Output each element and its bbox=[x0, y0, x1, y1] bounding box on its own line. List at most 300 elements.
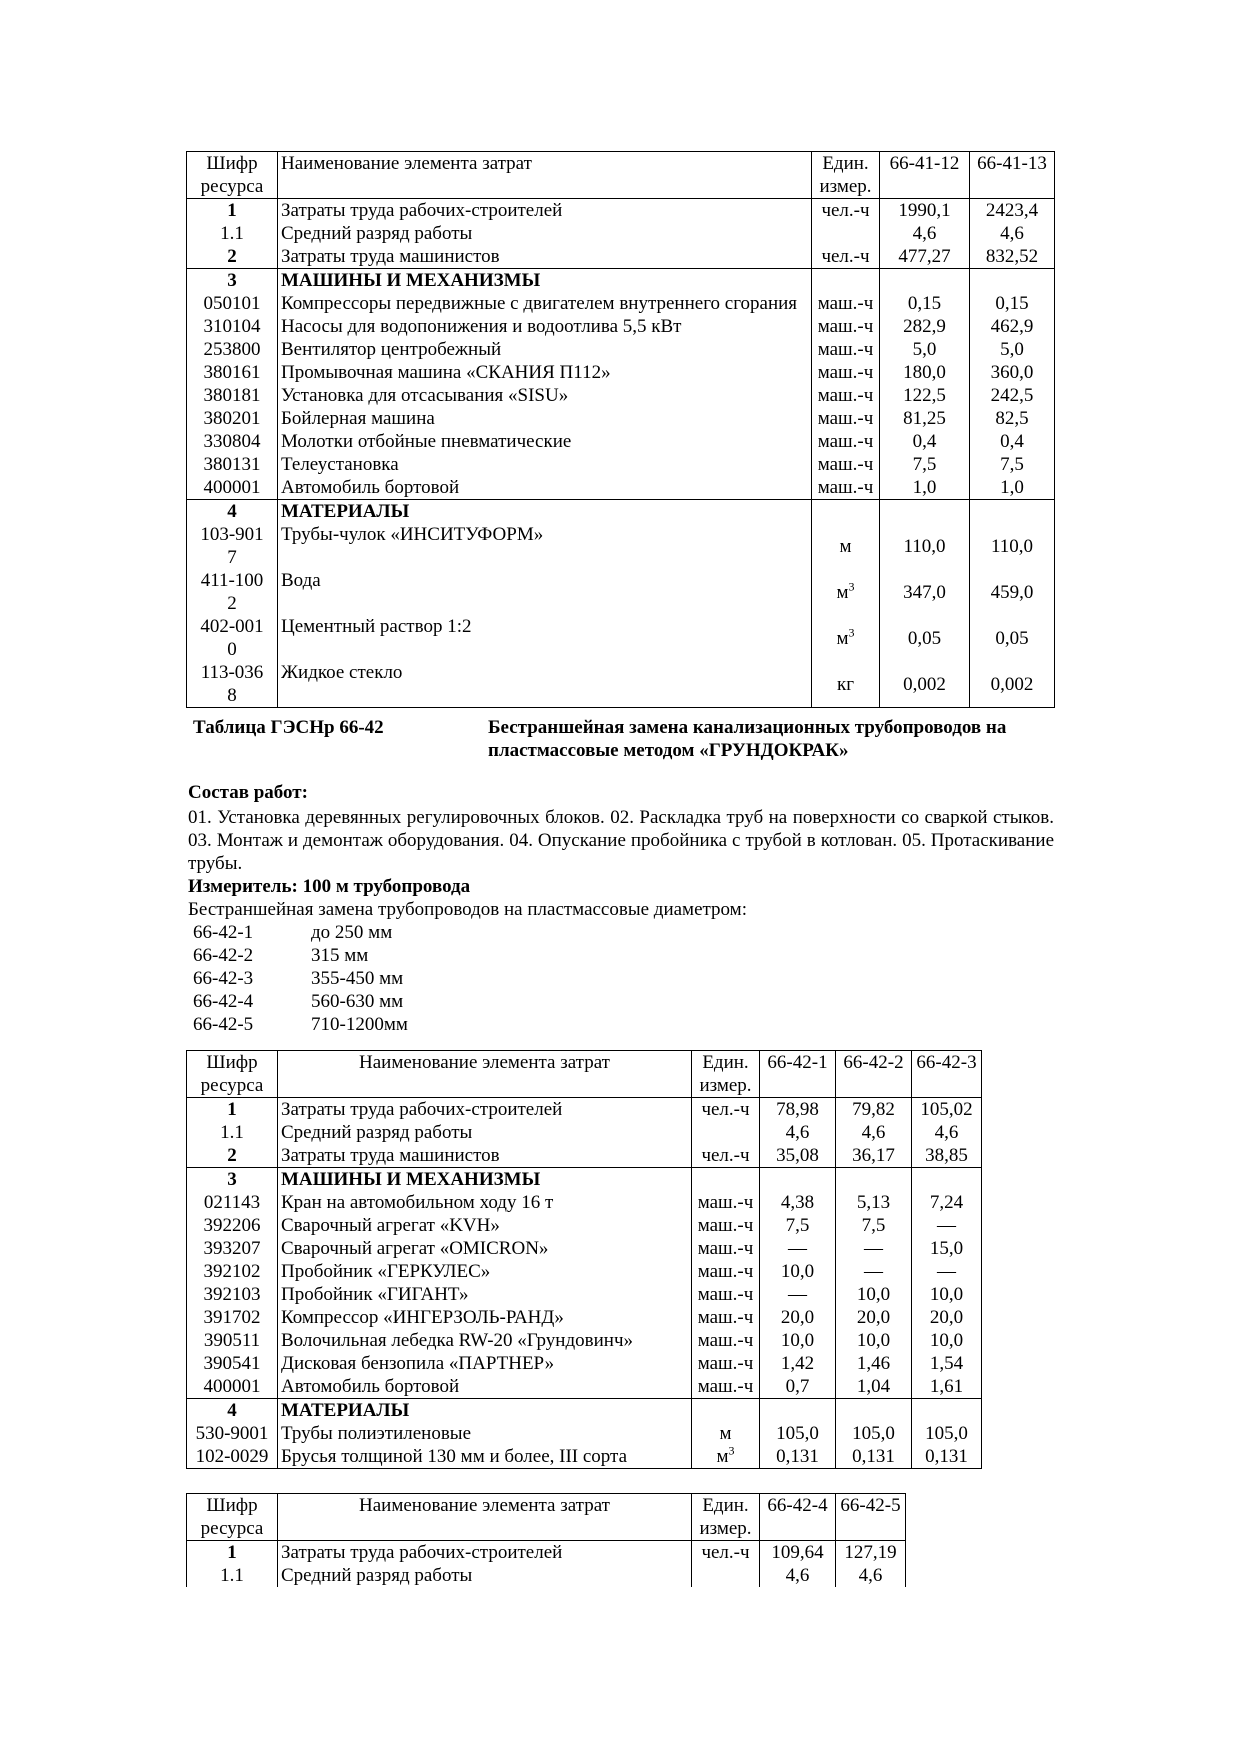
resource-unit bbox=[692, 1283, 760, 1306]
norm-value: 1,46 bbox=[836, 1352, 912, 1375]
norm-value: 0,15 bbox=[880, 292, 970, 315]
table-row bbox=[187, 453, 1055, 476]
resource-name: Затраты труда машинистов bbox=[278, 1144, 692, 1168]
resource-name: Бойлерная машина bbox=[278, 407, 812, 430]
resource-name: Жидкое стекло bbox=[278, 661, 812, 708]
norm-value: 0,131 bbox=[836, 1445, 912, 1469]
resource-unit bbox=[692, 1237, 760, 1260]
resource-unit bbox=[692, 1191, 760, 1214]
norm-value: 282,9 bbox=[880, 315, 970, 338]
unit-text: маш.-ч bbox=[817, 408, 874, 429]
resource-name: Автомобиль бортовой bbox=[278, 476, 812, 500]
table-row bbox=[187, 338, 1055, 361]
resource-code: 3 bbox=[187, 269, 278, 293]
resource-unit bbox=[692, 1121, 760, 1144]
norm-value: 78,98 bbox=[760, 1098, 836, 1122]
diameter-list bbox=[193, 921, 408, 1036]
table-label: Таблица ГЭСНр 66-42 bbox=[193, 717, 384, 738]
resource-unit bbox=[812, 199, 880, 223]
norm-value: 36,17 bbox=[836, 1144, 912, 1168]
norm-value: 38,85 bbox=[912, 1144, 982, 1168]
table-row bbox=[187, 1306, 982, 1329]
table-row bbox=[187, 199, 1055, 223]
resource-unit bbox=[692, 1375, 760, 1399]
norm-value: 7,5 bbox=[880, 453, 970, 476]
norm-value: 2423,4 bbox=[970, 199, 1055, 223]
norm-value: 15,0 bbox=[912, 1237, 982, 1260]
unit-text: чел.-ч bbox=[821, 200, 870, 221]
resource-name: Компрессор «ИНГЕРЗОЛЬ-РАНД» bbox=[278, 1306, 692, 1329]
norm-value: 5,0 bbox=[880, 338, 970, 361]
resource-unit bbox=[692, 1306, 760, 1329]
unit-text: маш.-ч bbox=[817, 385, 874, 406]
resource-unit bbox=[812, 384, 880, 407]
resource-unit bbox=[812, 661, 880, 708]
resource-code: 4 bbox=[187, 1399, 278, 1423]
resource-name: Сварочный агрегат «OMICRON» bbox=[278, 1237, 692, 1260]
resource-unit bbox=[812, 500, 880, 524]
resource-code: 4 bbox=[187, 500, 278, 524]
resource-unit bbox=[692, 1098, 760, 1122]
resource-name: Пробойник «ГИГАНТ» bbox=[278, 1283, 692, 1306]
norm-value: 5,0 bbox=[970, 338, 1055, 361]
resource-unit bbox=[812, 476, 880, 500]
norm-value: 1,04 bbox=[836, 1375, 912, 1399]
resource-code: 393207 bbox=[187, 1237, 278, 1260]
header-name: Наименование элемента затрат bbox=[278, 152, 812, 199]
norm-value: — bbox=[912, 1214, 982, 1237]
norm-value: 4,6 bbox=[836, 1564, 906, 1587]
resource-name: Средний разряд работы bbox=[278, 1564, 692, 1587]
norm-value: 110,0 bbox=[880, 523, 970, 569]
resource-code: 1.1 bbox=[187, 222, 278, 245]
header-row bbox=[187, 152, 1055, 199]
norm-value: 242,5 bbox=[970, 384, 1055, 407]
diameter-value: 560-630 мм bbox=[311, 991, 404, 1012]
resource-unit bbox=[692, 1422, 760, 1445]
norm-value: 82,5 bbox=[970, 407, 1055, 430]
resource-code: 402-0010 bbox=[187, 615, 278, 661]
norm-value: 105,0 bbox=[912, 1422, 982, 1445]
norm-value: 1,54 bbox=[912, 1352, 982, 1375]
unit-text: м bbox=[716, 1446, 729, 1467]
resource-name: Затраты труда машинистов bbox=[278, 245, 812, 269]
resource-name: Промывочная машина «СКАНИЯ П112» bbox=[278, 361, 812, 384]
resource-code: 392103 bbox=[187, 1283, 278, 1306]
resource-name: Телеустановка bbox=[278, 453, 812, 476]
resource-code: 1.1 bbox=[187, 1121, 278, 1144]
norm-value: 1,0 bbox=[880, 476, 970, 500]
unit-text: маш.-ч bbox=[697, 1376, 754, 1397]
resource-unit bbox=[812, 407, 880, 430]
table-row bbox=[187, 430, 1055, 453]
works-text: 01. Установка деревянных регулировочных блоков. 02. Раскладка труб на поверхности со сваркой стыков. 03. Монтаж и демонтаж оборудования. 04. Опускание пробойника с трубой в котлован. 05. Протаскивание трубы. bbox=[188, 807, 1054, 874]
resource-table-66-42-4-5 bbox=[186, 1493, 906, 1587]
unit-text: маш.-ч bbox=[817, 316, 874, 337]
resource-unit bbox=[812, 269, 880, 293]
norm-value: 20,0 bbox=[836, 1306, 912, 1329]
resource-name: Установка для отсасывания «SISU» bbox=[278, 384, 812, 407]
resource-code: 411-1002 bbox=[187, 569, 278, 615]
diameter-value: 315 мм bbox=[311, 945, 369, 966]
resource-name: Затраты труда рабочих-строителей bbox=[278, 199, 812, 223]
norm-value: 0,7 bbox=[760, 1375, 836, 1399]
norm-value: 4,6 bbox=[970, 222, 1055, 245]
unit-text: м bbox=[836, 627, 849, 649]
diameter-value: 710-1200мм bbox=[311, 1014, 408, 1035]
norm-value: — bbox=[912, 1260, 982, 1283]
norm-value: 1,42 bbox=[760, 1352, 836, 1375]
resource-code: 050101 bbox=[187, 292, 278, 315]
norm-value bbox=[970, 269, 1055, 293]
diameter-code: 66-42-3 bbox=[193, 968, 254, 989]
resource-name: Трубы-чулок «ИНСИТУФОРМ» bbox=[278, 523, 812, 569]
norm-value bbox=[760, 1399, 836, 1423]
norm-value bbox=[760, 1168, 836, 1192]
resource-code: 392102 bbox=[187, 1260, 278, 1283]
header-col-66-42-1: 66-42-1 bbox=[760, 1051, 836, 1098]
resource-code: 380131 bbox=[187, 453, 278, 476]
unit-text: маш.-ч bbox=[817, 477, 874, 498]
resource-name: МАТЕРИАЛЫ bbox=[278, 1399, 692, 1423]
norm-value: 122,5 bbox=[880, 384, 970, 407]
norm-value: 4,6 bbox=[912, 1121, 982, 1144]
norm-value: 0,4 bbox=[970, 430, 1055, 453]
header-row bbox=[187, 1051, 982, 1098]
table-title: Бестраншейная замена канализационных трубопроводов на пластмассовые методом «ГРУНДОКРАК» bbox=[488, 717, 1007, 761]
resource-code: 310104 bbox=[187, 315, 278, 338]
table-row bbox=[187, 1399, 982, 1423]
table-row bbox=[187, 1237, 982, 1260]
resource-name: Затраты труда рабочих-строителей bbox=[278, 1541, 692, 1565]
header-col-66-42-2: 66-42-2 bbox=[836, 1051, 912, 1098]
norm-value: 4,38 bbox=[760, 1191, 836, 1214]
norm-value: 7,5 bbox=[970, 453, 1055, 476]
table-row bbox=[187, 1445, 982, 1469]
unit-text: маш.-ч bbox=[817, 454, 874, 475]
resource-code: 2 bbox=[187, 1144, 278, 1168]
unit-text: маш.-ч bbox=[697, 1330, 754, 1351]
resource-code: 102-0029 bbox=[187, 1445, 278, 1469]
table-row bbox=[187, 569, 1055, 615]
norm-value: 462,9 bbox=[970, 315, 1055, 338]
resource-name: Брусья толщиной 130 мм и более, III сорта bbox=[278, 1445, 692, 1469]
diameter-item bbox=[193, 967, 408, 990]
norm-value bbox=[970, 500, 1055, 524]
header-col-66-41-13: 66-41-13 bbox=[970, 152, 1055, 199]
norm-value: 0,05 bbox=[880, 615, 970, 661]
resource-code: 1 bbox=[187, 1098, 278, 1122]
table-row bbox=[187, 222, 1055, 245]
norm-value bbox=[880, 500, 970, 524]
diameter-item bbox=[193, 944, 408, 967]
table-row bbox=[187, 315, 1055, 338]
unit-text: м bbox=[719, 1423, 732, 1444]
norm-value: 0,05 bbox=[970, 615, 1055, 661]
norm-value: 105,0 bbox=[836, 1422, 912, 1445]
unit-text: маш.-ч bbox=[817, 431, 874, 452]
norm-value: 459,0 bbox=[970, 569, 1055, 615]
table-row bbox=[187, 407, 1055, 430]
unit-text: маш.-ч bbox=[697, 1353, 754, 1374]
resource-code: 380201 bbox=[187, 407, 278, 430]
resource-unit bbox=[692, 1541, 760, 1565]
diameter-item bbox=[193, 921, 408, 944]
resource-unit bbox=[812, 292, 880, 315]
resource-unit bbox=[692, 1214, 760, 1237]
header-col-66-41-12: 66-41-12 bbox=[880, 152, 970, 199]
table-row bbox=[187, 476, 1055, 500]
unit-text: чел.-ч bbox=[701, 1099, 750, 1120]
header-col-66-42-5: 66-42-5 bbox=[836, 1494, 906, 1541]
resource-unit bbox=[812, 430, 880, 453]
norm-value: 0,131 bbox=[760, 1445, 836, 1469]
header-name: Наименование элемента затрат bbox=[278, 1494, 692, 1541]
unit-text: маш.-ч bbox=[697, 1261, 754, 1282]
header-code: Шифр ресурса bbox=[187, 1051, 278, 1098]
unit-text: чел.-ч bbox=[701, 1542, 750, 1563]
norm-value: — bbox=[836, 1237, 912, 1260]
norm-value: 10,0 bbox=[760, 1260, 836, 1283]
header-unit: Един. измер. bbox=[812, 152, 880, 199]
norm-value: 81,25 bbox=[880, 407, 970, 430]
norm-value bbox=[836, 1399, 912, 1423]
unit-text: чел.-ч bbox=[821, 246, 870, 267]
resource-code: 253800 bbox=[187, 338, 278, 361]
norm-value bbox=[836, 1168, 912, 1192]
resource-code: 400001 bbox=[187, 1375, 278, 1399]
resource-name: Молотки отбойные пневматические bbox=[278, 430, 812, 453]
norm-value: 7,24 bbox=[912, 1191, 982, 1214]
resource-name: Кран на автомобильном ходу 16 т bbox=[278, 1191, 692, 1214]
table-row bbox=[187, 1422, 982, 1445]
table-row bbox=[187, 1191, 982, 1214]
norm-value bbox=[880, 269, 970, 293]
norm-value: 347,0 bbox=[880, 569, 970, 615]
unit-text: маш.-ч bbox=[697, 1192, 754, 1213]
resource-unit bbox=[812, 338, 880, 361]
unit-superscript: 3 bbox=[728, 1445, 735, 1458]
resource-name: Вентилятор центробежный bbox=[278, 338, 812, 361]
header-unit: Един. измер. bbox=[692, 1494, 760, 1541]
table-row bbox=[187, 1168, 982, 1192]
norm-value: 0,15 bbox=[970, 292, 1055, 315]
resource-name: МАШИНЫ И МЕХАНИЗМЫ bbox=[278, 269, 812, 293]
resource-code: 380161 bbox=[187, 361, 278, 384]
norm-value: 127,19 bbox=[836, 1541, 906, 1565]
resource-unit bbox=[692, 1144, 760, 1168]
norm-value: 35,08 bbox=[760, 1144, 836, 1168]
unit-text: м bbox=[839, 535, 852, 557]
resource-code: 1 bbox=[187, 199, 278, 223]
norm-value: 105,02 bbox=[912, 1098, 982, 1122]
resource-unit bbox=[692, 1445, 760, 1469]
norm-value: 105,0 bbox=[760, 1422, 836, 1445]
resource-table-66-41 bbox=[186, 151, 1055, 708]
resource-name: МАШИНЫ И МЕХАНИЗМЫ bbox=[278, 1168, 692, 1192]
measure-unit: Измеритель: 100 м трубопровода bbox=[188, 876, 471, 897]
norm-value: — bbox=[760, 1283, 836, 1306]
table-row bbox=[187, 1260, 982, 1283]
resource-unit bbox=[692, 1352, 760, 1375]
unit-superscript: 3 bbox=[848, 625, 855, 640]
resource-name: Средний разряд работы bbox=[278, 222, 812, 245]
norm-value: — bbox=[836, 1260, 912, 1283]
header-code: Шифр ресурса bbox=[187, 1494, 278, 1541]
diameter-intro: Бестраншейная замена трубопроводов на пластмассовые диаметром: bbox=[188, 899, 747, 920]
norm-value: 5,13 bbox=[836, 1191, 912, 1214]
norm-value: 832,52 bbox=[970, 245, 1055, 269]
norm-value: 10,0 bbox=[912, 1329, 982, 1352]
diameter-item bbox=[193, 1013, 408, 1036]
diameter-item bbox=[193, 990, 408, 1013]
table-row bbox=[187, 245, 1055, 269]
resource-unit bbox=[812, 453, 880, 476]
norm-value: 109,64 bbox=[760, 1541, 836, 1565]
resource-code: 392206 bbox=[187, 1214, 278, 1237]
unit-text: кг bbox=[836, 673, 855, 695]
diameter-code: 66-42-5 bbox=[193, 1014, 254, 1035]
resource-name: МАТЕРИАЛЫ bbox=[278, 500, 812, 524]
diameter-code: 66-42-1 bbox=[193, 922, 254, 943]
resource-name: Цементный раствор 1:2 bbox=[278, 615, 812, 661]
table-row bbox=[187, 384, 1055, 407]
norm-value: 20,0 bbox=[912, 1306, 982, 1329]
table-row bbox=[187, 500, 1055, 524]
norm-value: 79,82 bbox=[836, 1098, 912, 1122]
resource-table-66-42-1-3 bbox=[186, 1050, 982, 1469]
header-code: Шифр ресурса bbox=[187, 152, 278, 199]
table-row bbox=[187, 1375, 982, 1399]
norm-value bbox=[912, 1399, 982, 1423]
unit-text: маш.-ч bbox=[697, 1215, 754, 1236]
resource-code: 330804 bbox=[187, 430, 278, 453]
resource-name: Трубы полиэтиленовые bbox=[278, 1422, 692, 1445]
works-heading: Состав работ: bbox=[188, 782, 308, 803]
norm-value: 110,0 bbox=[970, 523, 1055, 569]
resource-code: 380181 bbox=[187, 384, 278, 407]
table-row bbox=[187, 1098, 982, 1122]
resource-unit bbox=[812, 523, 880, 569]
unit-text: маш.-ч bbox=[817, 362, 874, 383]
resource-code: 021143 bbox=[187, 1191, 278, 1214]
norm-value: 10,0 bbox=[836, 1283, 912, 1306]
resource-unit bbox=[812, 361, 880, 384]
diameter-code: 66-42-2 bbox=[193, 945, 254, 966]
resource-code: 2 bbox=[187, 245, 278, 269]
diameter-value: 355-450 мм bbox=[311, 968, 404, 989]
resource-name: Компрессоры передвижные с двигателем внутреннего сгорания bbox=[278, 292, 812, 315]
table-row bbox=[187, 1541, 906, 1565]
table-row bbox=[187, 1121, 982, 1144]
norm-value: 7,5 bbox=[760, 1214, 836, 1237]
header-col-66-42-4: 66-42-4 bbox=[760, 1494, 836, 1541]
resource-name: Волочильная лебедка RW-20 «Грундовинч» bbox=[278, 1329, 692, 1352]
unit-text: маш.-ч bbox=[817, 339, 874, 360]
norm-value: 10,0 bbox=[836, 1329, 912, 1352]
norm-value: 360,0 bbox=[970, 361, 1055, 384]
unit-text: маш.-ч bbox=[697, 1238, 754, 1259]
norm-value: 4,6 bbox=[836, 1121, 912, 1144]
unit-text: м bbox=[836, 581, 849, 603]
resource-unit bbox=[692, 1399, 760, 1423]
resource-name: Средний разряд работы bbox=[278, 1121, 692, 1144]
resource-unit bbox=[812, 569, 880, 615]
table-row bbox=[187, 1352, 982, 1375]
diameter-value: до 250 мм bbox=[311, 922, 393, 943]
table-row bbox=[187, 292, 1055, 315]
resource-unit bbox=[692, 1260, 760, 1283]
unit-superscript: 3 bbox=[848, 579, 855, 594]
diameter-code: 66-42-4 bbox=[193, 991, 254, 1012]
norm-value: 0,131 bbox=[912, 1445, 982, 1469]
resource-name: Дисковая бензопила «ПАРТНЕР» bbox=[278, 1352, 692, 1375]
header-name: Наименование элемента затрат bbox=[278, 1051, 692, 1098]
norm-value: 4,6 bbox=[880, 222, 970, 245]
norm-value: 20,0 bbox=[760, 1306, 836, 1329]
resource-name: Пробойник «ГЕРКУЛЕС» bbox=[278, 1260, 692, 1283]
resource-code: 530-9001 bbox=[187, 1422, 278, 1445]
resource-code: 390541 bbox=[187, 1352, 278, 1375]
resource-code: 1.1 bbox=[187, 1564, 278, 1587]
norm-value bbox=[912, 1168, 982, 1192]
resource-unit bbox=[812, 615, 880, 661]
table-row bbox=[187, 523, 1055, 569]
resource-name: Сварочный агрегат «KVH» bbox=[278, 1214, 692, 1237]
table-row bbox=[187, 269, 1055, 293]
norm-value: 4,6 bbox=[760, 1121, 836, 1144]
resource-name: Вода bbox=[278, 569, 812, 615]
norm-value: 1,61 bbox=[912, 1375, 982, 1399]
norm-value: 180,0 bbox=[880, 361, 970, 384]
resource-code: 103-9017 bbox=[187, 523, 278, 569]
resource-code: 3 bbox=[187, 1168, 278, 1192]
table-row bbox=[187, 615, 1055, 661]
norm-value: 4,6 bbox=[760, 1564, 836, 1587]
resource-name: Затраты труда рабочих-строителей bbox=[278, 1098, 692, 1122]
resource-code: 1 bbox=[187, 1541, 278, 1565]
resource-unit bbox=[692, 1168, 760, 1192]
table-row bbox=[187, 661, 1055, 708]
norm-value: 1990,1 bbox=[880, 199, 970, 223]
norm-value: 7,5 bbox=[836, 1214, 912, 1237]
resource-unit bbox=[812, 245, 880, 269]
resource-unit bbox=[692, 1329, 760, 1352]
resource-unit bbox=[812, 222, 880, 245]
header-row bbox=[187, 1494, 906, 1541]
resource-unit bbox=[812, 315, 880, 338]
resource-code: 400001 bbox=[187, 476, 278, 500]
header-unit: Един. измер. bbox=[692, 1051, 760, 1098]
norm-value: 0,002 bbox=[880, 661, 970, 708]
table-row bbox=[187, 1144, 982, 1168]
norm-value: 477,27 bbox=[880, 245, 970, 269]
resource-code: 113-0368 bbox=[187, 661, 278, 708]
unit-text: маш.-ч bbox=[697, 1284, 754, 1305]
norm-value: 10,0 bbox=[912, 1283, 982, 1306]
norm-value: 10,0 bbox=[760, 1329, 836, 1352]
norm-value: 0,002 bbox=[970, 661, 1055, 708]
table-row bbox=[187, 1329, 982, 1352]
resource-code: 390511 bbox=[187, 1329, 278, 1352]
table-row bbox=[187, 1214, 982, 1237]
unit-text: маш.-ч bbox=[697, 1307, 754, 1328]
resource-name: Насосы для водопонижения и водоотлива 5,5 кВт bbox=[278, 315, 812, 338]
table-row bbox=[187, 1564, 906, 1587]
table-row bbox=[187, 361, 1055, 384]
unit-text: маш.-ч bbox=[817, 293, 874, 314]
header-col-66-42-3: 66-42-3 bbox=[912, 1051, 982, 1098]
